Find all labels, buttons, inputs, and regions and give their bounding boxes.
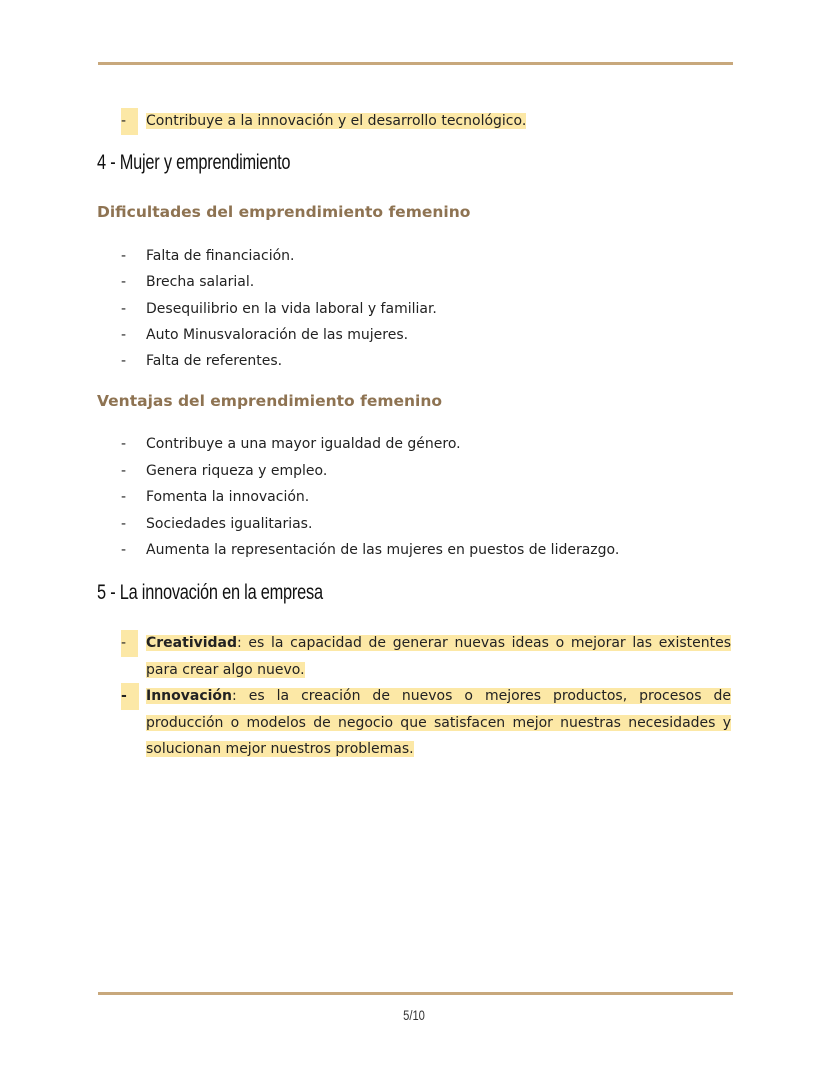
- list-item-text: Falta de financiación.: [146, 248, 295, 264]
- page-number: 5/10: [403, 1007, 425, 1023]
- list-item: [121, 537, 731, 564]
- list-item: [121, 511, 731, 538]
- section-4-title: 4 - Mujer y emprendimiento: [97, 151, 291, 174]
- definition-item: [121, 630, 731, 683]
- bullet: -: [121, 108, 138, 135]
- advantages-heading: Ventajas del emprendimiento femenino: [97, 392, 443, 410]
- list-item: [121, 431, 731, 458]
- list-item: [121, 296, 731, 323]
- list-item-text: Contribuye a la innovación y el desarrollo tecnológico.: [146, 113, 527, 129]
- definition-text: : es la capacidad de generar nuevas ideas o mejorar las existentes para crear algo nuevo.: [146, 635, 731, 678]
- bullet: -: [121, 463, 127, 479]
- list-item-text: Genera riqueza y empleo.: [146, 463, 328, 479]
- list-item: [121, 484, 731, 511]
- definition-item: [121, 683, 731, 763]
- list-item: [121, 108, 731, 135]
- list-item: [121, 322, 731, 349]
- header-rule: [98, 62, 733, 65]
- list-item-text: Brecha salarial.: [146, 274, 255, 290]
- definition-term: Creatividad: [146, 635, 238, 651]
- bullet: -: [121, 683, 139, 710]
- list-item-text: Aumenta la representación de las mujeres en puestos de liderazgo.: [146, 542, 620, 558]
- bullet: -: [121, 274, 127, 290]
- list-item: [121, 243, 731, 270]
- bullet: -: [121, 630, 138, 657]
- list-item-text: Sociedades igualitarias.: [146, 516, 313, 532]
- bullet: -: [121, 489, 127, 505]
- difficulties-heading: Dificultades del emprendimiento femenino: [97, 203, 471, 221]
- list-item: [121, 269, 731, 296]
- list-item-text: Desequilibrio en la vida laboral y familiar.: [146, 301, 437, 317]
- bullet: -: [121, 301, 127, 317]
- list-item-text: Contribuye a una mayor igualdad de género.: [146, 436, 461, 452]
- section-5-title: 5 - La innovación en la empresa: [97, 581, 323, 604]
- bullet: -: [121, 327, 127, 343]
- list-item-text: Auto Minusvaloración de las mujeres.: [146, 327, 409, 343]
- footer-rule: [98, 992, 733, 995]
- list-item-text: Fomenta la innovación.: [146, 489, 310, 505]
- list-item: [121, 348, 731, 375]
- list-item: [121, 458, 731, 485]
- definition-text: : es la creación de nuevos o mejores productos, procesos de producción o modelos de negocio que satisfacen mejor nuestras necesidades y solucionan mejor nuestros problemas.: [146, 688, 731, 757]
- bullet: -: [121, 516, 127, 532]
- list-item-text: Falta de referentes.: [146, 353, 283, 369]
- bullet: -: [121, 248, 127, 264]
- bullet: -: [121, 436, 127, 452]
- bullet: -: [121, 353, 127, 369]
- definition-term: Innovación: [146, 688, 233, 704]
- bullet: -: [121, 542, 127, 558]
